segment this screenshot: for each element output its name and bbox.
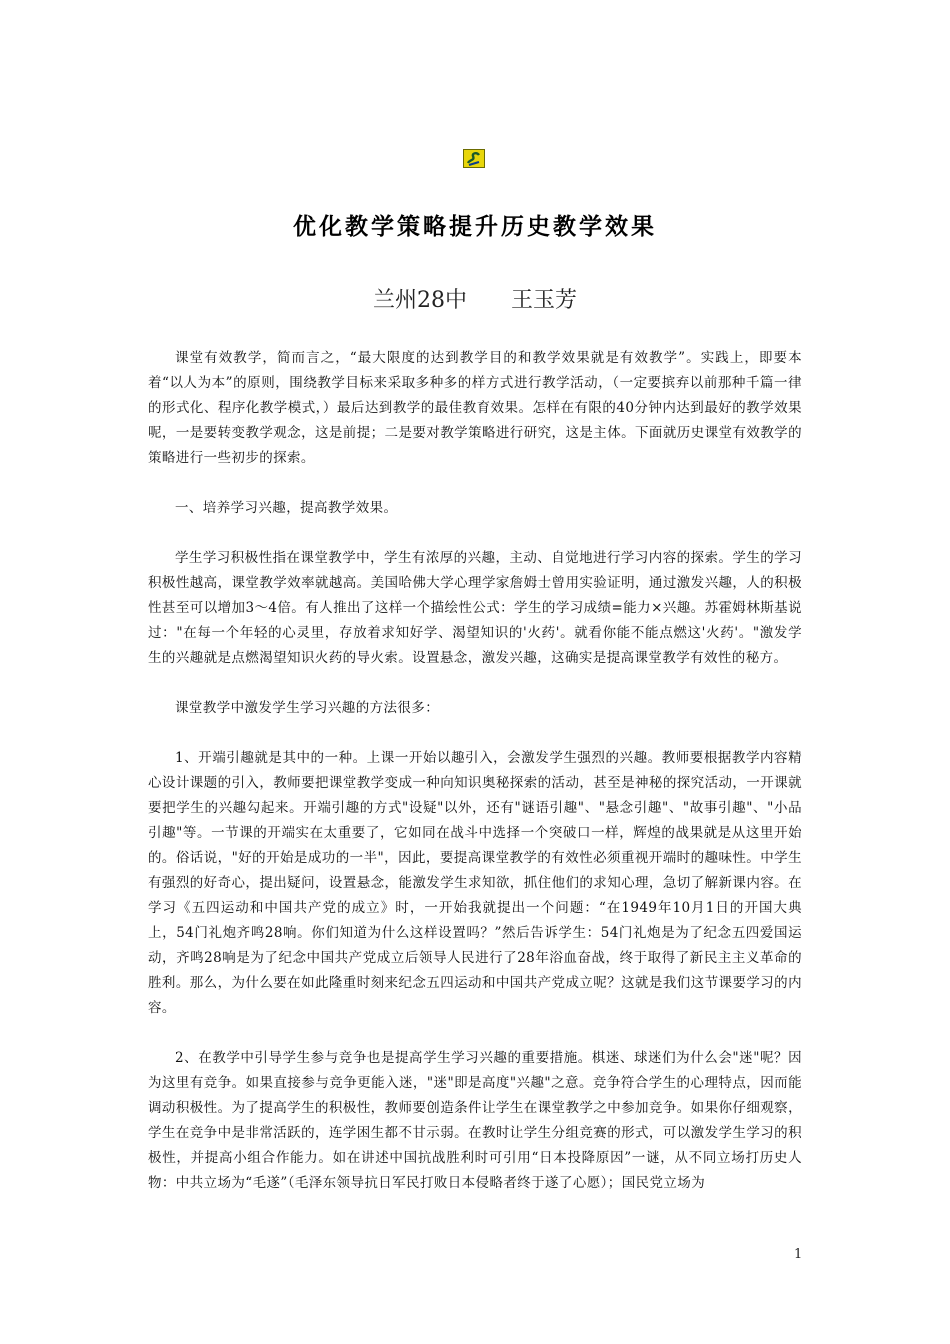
page-title: 优化教学策略提升历史教学效果 xyxy=(293,214,657,240)
book-logo-icon xyxy=(463,149,485,168)
section-heading: 一、培养学习兴趣，提高教学效果。 xyxy=(175,500,398,516)
body-paragraph: 1、开端引趣就是其中的一种。上课一开始以趣引入，会激发学生强烈的兴趣。教师要根据教学内容精心设计课题的引入，教师要把课堂教学变成一种向知识奥秘探索的活动，甚至是神秘的探究活动，一开课就要把学生的兴趣勾起来。开端引趣的方式"设疑"以外，还有"谜语引趣"、"悬念引趣"、"故事引趣"、"小品引趣"等。一节课的开端实在太重要了，它如同在战斗中选择一个突破口一样，辉煌的战果就是从这里开始的。俗话说，"好的开始是成功的一半"，因此，要提高课堂教学的有效性必须重视开端时的趣味性。中学生有强烈的好奇心，提出疑问，设置悬念，能激发学生求知欲，抓住他们的求知心理，急切了解新课内容。在学习《五四运动和中国共产党的成立》时，一开始我就提出一个问题：“在1949年10月1日的开国大典上，54门礼炮齐鸣28响。你们知道为什么这样设置吗？”然后告诉学生：54门礼炮是为了纪念五四爱国运动，齐鸣28响是为了纪念中国共产党成立后领导人民进行了28年浴血奋战，终于取得了新民主主义革命的胜利。那么，为什么要在如此隆重时刻来纪念五四运动和中国共产党成立呢？这就是我们这节课要学习的内容。 xyxy=(148,750,802,1016)
body-paragraph: 学生学习积极性指在课堂教学中，学生有浓厚的兴趣，主动、自觉地进行学习内容的探索。学生的学习积极性越高，课堂教学效率就越高。美国哈佛大学心理学家詹姆士曾用实验证明，通过激发兴趣，人的积极性甚至可以增加3～4倍。有人推出了这样一个描绘性公式：学生的学习成绩=能力×兴趣。苏霍姆林斯基说过："在每一个年轻的心灵里，存放着求知好学、渴望知识的'火药'。就看你能不能点燃这'火药'。"激发学生的兴趣就是点燃渴望知识火药的导火索。设置悬念，激发兴趣，这确实是提高课堂教学有效性的秘方。 xyxy=(148,550,802,666)
document-body xyxy=(148,346,802,1221)
intro-paragraph: 课堂有效教学，简而言之，“最大限度的达到教学目的和教学效果就是有效教学”。实践上，即要本着“以人为本”的原则，围绕教学目标来采取多种多的样方式进行教学活动，（一定要摈弃以前那种千篇一律的形式化、程序化教学模式，）最后达到教学的最佳教育效果。怎样在有限的40分钟内达到最好的教学效果呢，一是要转变教学观念，这是前提；二是要对教学策略进行研究，这是主体。下面就历史课堂有效教学的策略进行一些初步的探索。 xyxy=(148,350,802,466)
body-paragraph: 课堂教学中激发学生学习兴趣的方法很多： xyxy=(175,700,440,716)
author-school: 兰州28中 xyxy=(372,288,467,313)
author-line xyxy=(0,283,950,314)
page-number: 1 xyxy=(794,1247,803,1262)
body-paragraph: 2、在教学中引导学生参与竞争也是提高学生学习兴趣的重要措施。棋迷、球迷们为什么会"迷"呢？因为这里有竞争。如果直接参与竞争更能入迷，"迷"即是高度"兴趣"之意。竞争符合学生的心理特点，因而能调动积极性。为了提高学生的积极性，教师要创造条件让学生在课堂教学之中参加竞争。如果你仔细观察，学生在竞争中是非常活跃的，连学困生都不甘示弱。在教时让学生分组竞赛的形式，可以激发学生学习的积极性，并提高小组合作能力。如在讲述中国抗战胜利时可引用“日本投降原因”一谜，从不同立场打历史人物：中共立场为“毛遂”（毛泽东领导抗日军民打败日本侵略者终于遂了心愿）；国民党立场为 xyxy=(148,1050,802,1191)
author-name: 王玉芳 xyxy=(510,288,577,313)
